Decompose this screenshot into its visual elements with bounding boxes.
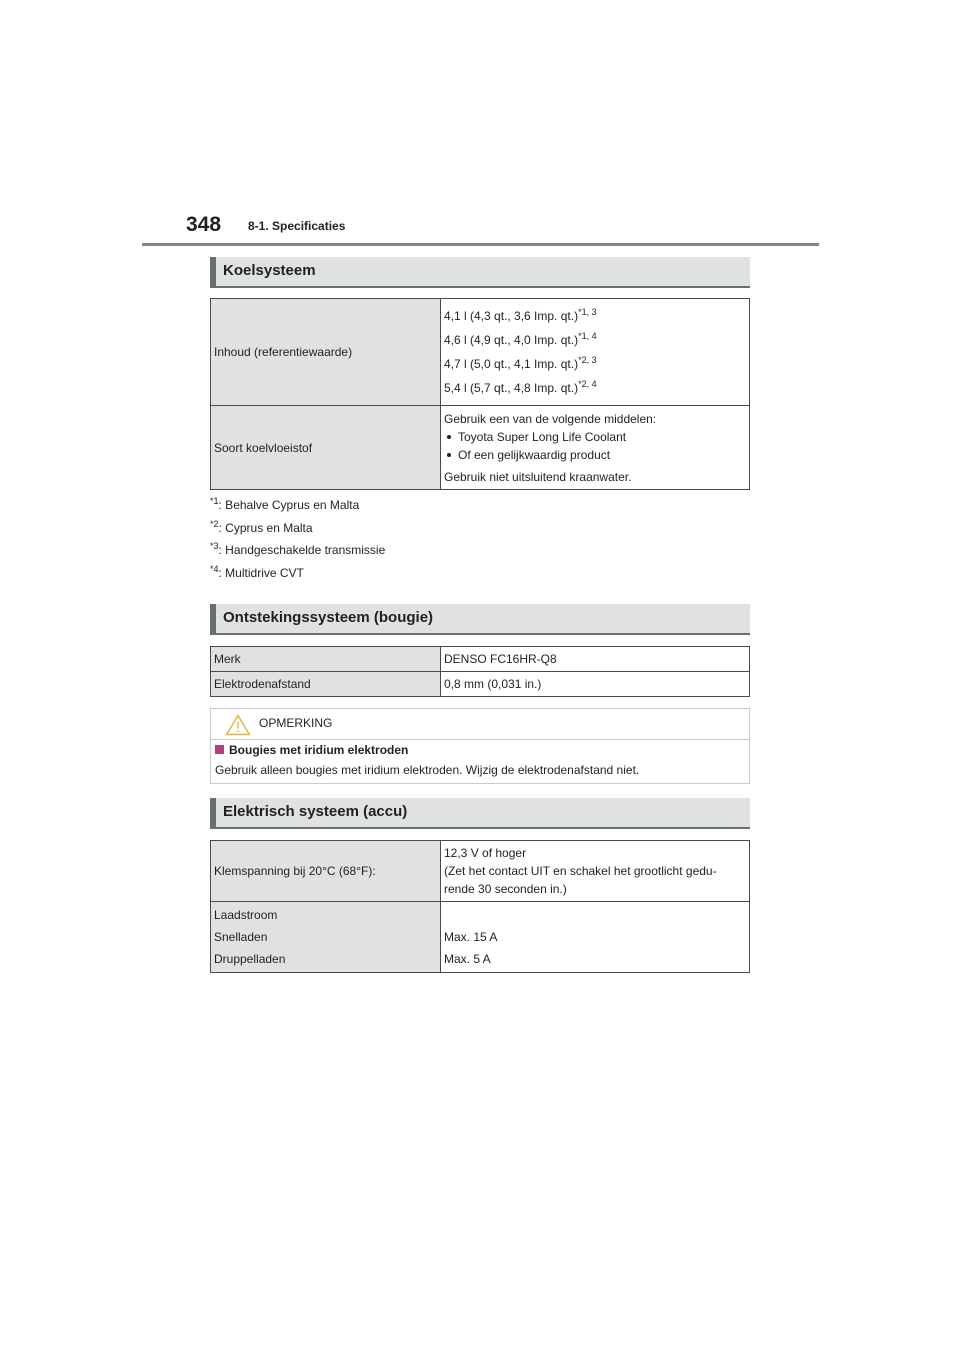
notice-subtitle: Bougies met iridium elektroden (215, 743, 408, 757)
table-row (211, 672, 750, 697)
electrical-table (210, 840, 750, 973)
list-item: Of een gelijkwaardig product (444, 446, 746, 464)
capacity-label: Inhoud (referentiewaarde) (211, 299, 441, 406)
voltage-label: Klemspanning bij 20°C (68°F): (211, 841, 441, 902)
ignition-label: Merk (211, 647, 441, 672)
footnote: $^{*1}$: Behalve Cyprus en Malta (210, 496, 360, 512)
section-bar (210, 604, 216, 633)
square-bullet-icon (215, 745, 224, 754)
capacity-line: 4,7 l (5,0 qt., 4,1 Imp. qt.)$^{*2, 3}$ (444, 355, 597, 371)
notice-box (210, 708, 750, 784)
table-row (211, 406, 750, 490)
table-row (211, 902, 750, 973)
capacity-line: 5,4 l (5,7 qt., 4,8 Imp. qt.)$^{*2, 4}$ (444, 379, 597, 395)
charge-labels: Laadstroom Snelladen Druppelladen (211, 902, 441, 973)
chapter-title: 8-1. Specificaties (248, 219, 346, 233)
footnotes (210, 494, 385, 585)
capacity-line: 4,6 l (4,9 qt., 4,0 Imp. qt.)$^{*1, 4}$ (444, 331, 597, 347)
coolant-label: Soort koelvloeistof (211, 406, 441, 490)
notice-header (211, 709, 749, 740)
bullet-dot (447, 453, 451, 457)
coolant-note: Gebruik niet uitsluitend kraanwater. (444, 469, 632, 484)
footnote: $^{*3}$: Handgeschakelde transmissie (210, 541, 386, 558)
section-bar (210, 798, 216, 827)
coolant-values (441, 406, 750, 490)
section-heading-ignition (210, 604, 750, 635)
table-row (211, 841, 750, 902)
section-bar (210, 257, 216, 286)
capacity-values (441, 299, 750, 406)
ignition-label: Elektrodenafstand (211, 672, 441, 697)
section-title: Koelsysteem (223, 262, 316, 279)
notice-text: Gebruik alleen bougies met iridium elektroden. Wijzig de elektrodenafstand niet. (215, 763, 640, 777)
warning-icon (225, 714, 251, 736)
footnote: $^{*2}$: Cyprus en Malta (210, 518, 313, 535)
section-heading-cooling (210, 257, 750, 288)
charge-values: Max. 15 A Max. 5 A (441, 902, 750, 973)
ignition-table (210, 646, 750, 697)
ignition-value: DENSO FC16HR-Q8 (441, 647, 750, 672)
coolant-intro: Gebruik een van de volgende middelen: (444, 411, 657, 426)
page-number: 348 (186, 213, 222, 236)
voltage-values: 12,3 V of hoger (Zet het contact UIT en schakel het grootlicht gedu- rende 30 seconden in.) (441, 841, 750, 902)
ignition-value: 0,8 mm (0,031 in.) (441, 672, 750, 697)
cooling-table (210, 298, 750, 490)
header-rule (142, 243, 819, 246)
section-heading-electrical (210, 798, 750, 829)
bullet-dot (447, 435, 451, 439)
table-row (211, 647, 750, 672)
table-row (211, 299, 750, 406)
list-item: Toyota Super Long Life Coolant (444, 428, 746, 446)
capacity-line: 4,1 l (4,3 qt., 3,6 Imp. qt.)$^{*1, 3}$ (444, 307, 597, 323)
footnote: $^{*4}$: Multidrive CVT (210, 564, 304, 581)
section-title: Ontstekingssysteem (bougie) (223, 609, 434, 626)
section-title: Elektrisch systeem (accu) (223, 803, 408, 820)
notice-title: OPMERKING (259, 716, 333, 730)
